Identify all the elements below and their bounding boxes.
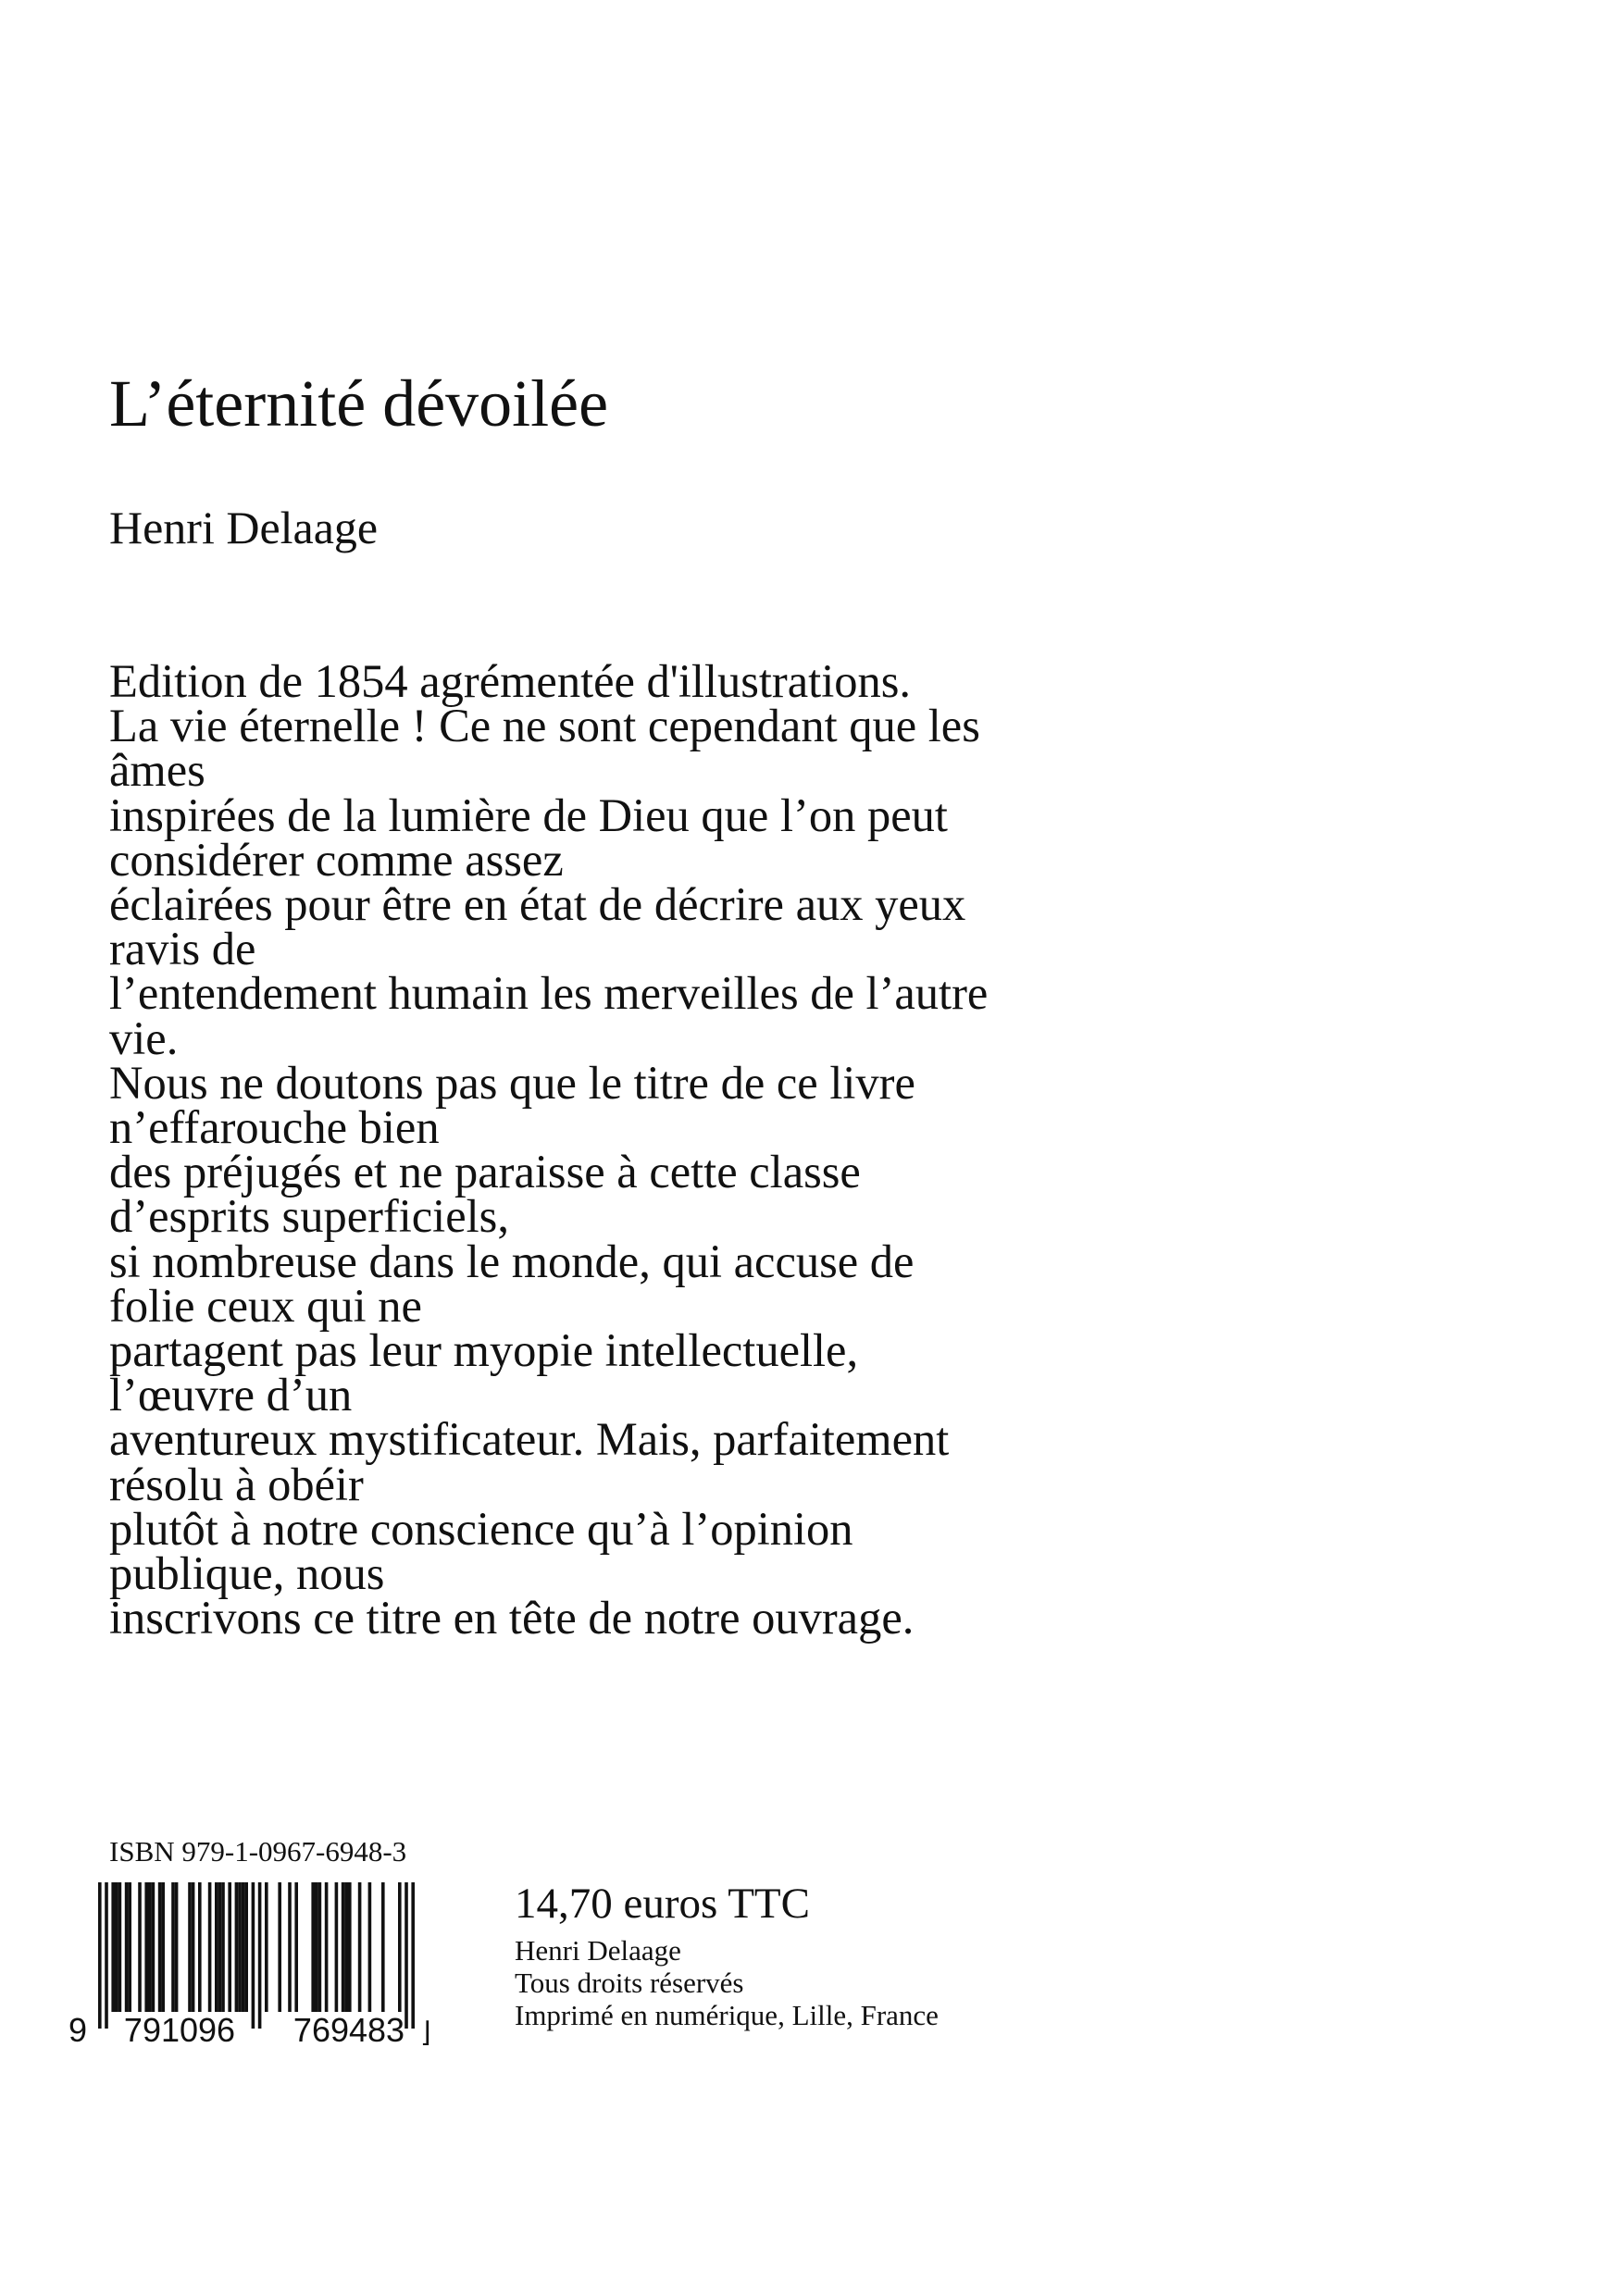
barcode-bar <box>342 1882 345 2012</box>
barcode-bar <box>218 1882 222 2012</box>
book-author: Henri Delaage <box>109 502 379 553</box>
barcode-bar <box>381 1882 385 2012</box>
barcode-bar <box>215 1882 218 2012</box>
barcode-guard-bar <box>258 1882 262 2029</box>
barcode-end-mark: ⌋ <box>420 2017 431 2045</box>
barcode-bar <box>348 1882 352 2012</box>
blurb-line: aventureux mystificateur. Mais, parfaitement <box>109 1413 950 1466</box>
isbn-barcode <box>63 1879 455 2045</box>
barcode-bar <box>398 1882 402 2012</box>
barcode-bar <box>138 1882 142 2012</box>
barcode-right-digits: 769483 <box>292 2011 405 2045</box>
barcode-bar <box>115 1882 118 2012</box>
isbn-label: ISBN 979-1-0967-6948-3 <box>109 1835 407 1868</box>
barcode-bar <box>171 1882 175 2012</box>
barcode-bar <box>128 1882 131 2012</box>
barcode-bar <box>221 1882 225 2012</box>
barcode-left-digits: 791096 <box>123 2011 236 2045</box>
blurb-line: plutôt à notre conscience qu’à l’opinion <box>109 1502 853 1555</box>
publisher-line: Tous droits réservés <box>515 1967 744 1999</box>
barcode-bar <box>111 1882 115 2012</box>
barcode-bar <box>152 1882 156 2012</box>
blurb-line: d’esprits superficiels, <box>109 1190 509 1243</box>
blurb-line: inscrivons ce titre en tête de notre ouvrage. <box>109 1592 915 1644</box>
blurb-line: partagent pas leur myopie intellectuelle, <box>109 1324 859 1377</box>
barcode-bar <box>358 1882 362 2012</box>
blurb-line: La vie éternelle ! Ce ne sont cependant que les <box>109 700 980 752</box>
barcode-bar <box>198 1882 202 2012</box>
barcode-bar <box>368 1882 372 2012</box>
barcode-guard-bar <box>404 1882 408 2029</box>
barcode-bar <box>238 1882 242 2012</box>
barcode-bar <box>244 1882 248 2012</box>
barcode-bar <box>235 1882 239 2012</box>
price: 14,70 euros TTC <box>515 1880 810 1928</box>
barcode-first-digit: 9 <box>68 2011 88 2045</box>
blurb-line: résolu à obéir <box>109 1458 364 1510</box>
blurb-line: l’entendement humain les merveilles de l’autre <box>109 967 989 1020</box>
barcode-bar <box>335 1882 339 2012</box>
blurb-line: folie ceux qui ne <box>109 1279 422 1332</box>
barcode-bar <box>344 1882 348 2012</box>
publisher-line: Henri Delaage <box>515 1934 681 1967</box>
barcode-bar <box>175 1882 179 2012</box>
barcode-guard-bar <box>105 1882 108 2029</box>
barcode-bar <box>192 1882 195 2012</box>
barcode-bar <box>325 1882 329 2012</box>
blurb-line: l’œuvre d’un <box>109 1369 353 1421</box>
blurb-line: vie. <box>109 1011 179 1064</box>
blurb-line: éclairées pour être en état de décrire aux yeux <box>109 878 966 931</box>
blurb-line: inspirées de la lumière de Dieu que l’on peut <box>109 788 948 841</box>
barcode-bar <box>278 1882 281 2012</box>
barcode-bar <box>242 1882 245 2012</box>
barcode-bar <box>294 1882 298 2012</box>
barcode-guard-bar <box>252 1882 255 2029</box>
publisher-info <box>515 1934 939 2031</box>
publisher-line: Imprimé en numérique, Lille, France <box>515 1999 939 2031</box>
barcode-bar <box>161 1882 165 2012</box>
back-cover-blurb <box>109 655 1313 1644</box>
blurb-line: si nombreuse dans le monde, qui accuse de <box>109 1235 915 1287</box>
barcode-bar <box>125 1882 129 2012</box>
blurb-line: Nous ne doutons pas que le titre de ce livre <box>109 1056 915 1109</box>
blurb-line: ravis de <box>109 923 256 975</box>
barcode-bar <box>144 1882 148 2012</box>
barcode-bar <box>228 1882 231 2012</box>
barcode-bar <box>158 1882 162 2012</box>
barcode-bar <box>188 1882 192 2012</box>
barcode-guard-bar <box>98 1882 102 2029</box>
barcode-bar <box>118 1882 122 2012</box>
blurb-line: Edition de 1854 agrémentée d'illustrations. <box>109 655 911 707</box>
barcode-guard-bar <box>411 1882 415 2029</box>
barcode-bar <box>148 1882 152 2012</box>
book-title: L’éternité dévoilée <box>109 366 609 441</box>
blurb-line: considérer comme assez <box>109 833 564 886</box>
blurb-line: des préjugés et ne paraisse à cette classe <box>109 1146 861 1198</box>
barcode-bar <box>311 1882 315 2012</box>
barcode-bar <box>315 1882 318 2012</box>
blurb-line: publique, nous <box>109 1547 385 1600</box>
barcode-bar <box>318 1882 322 2012</box>
barcode-bar <box>265 1882 268 2012</box>
barcode-bar <box>288 1882 292 2012</box>
blurb-line: n’effarouche bien <box>109 1101 440 1154</box>
blurb-line: âmes <box>109 744 205 797</box>
barcode-bar <box>208 1882 212 2012</box>
